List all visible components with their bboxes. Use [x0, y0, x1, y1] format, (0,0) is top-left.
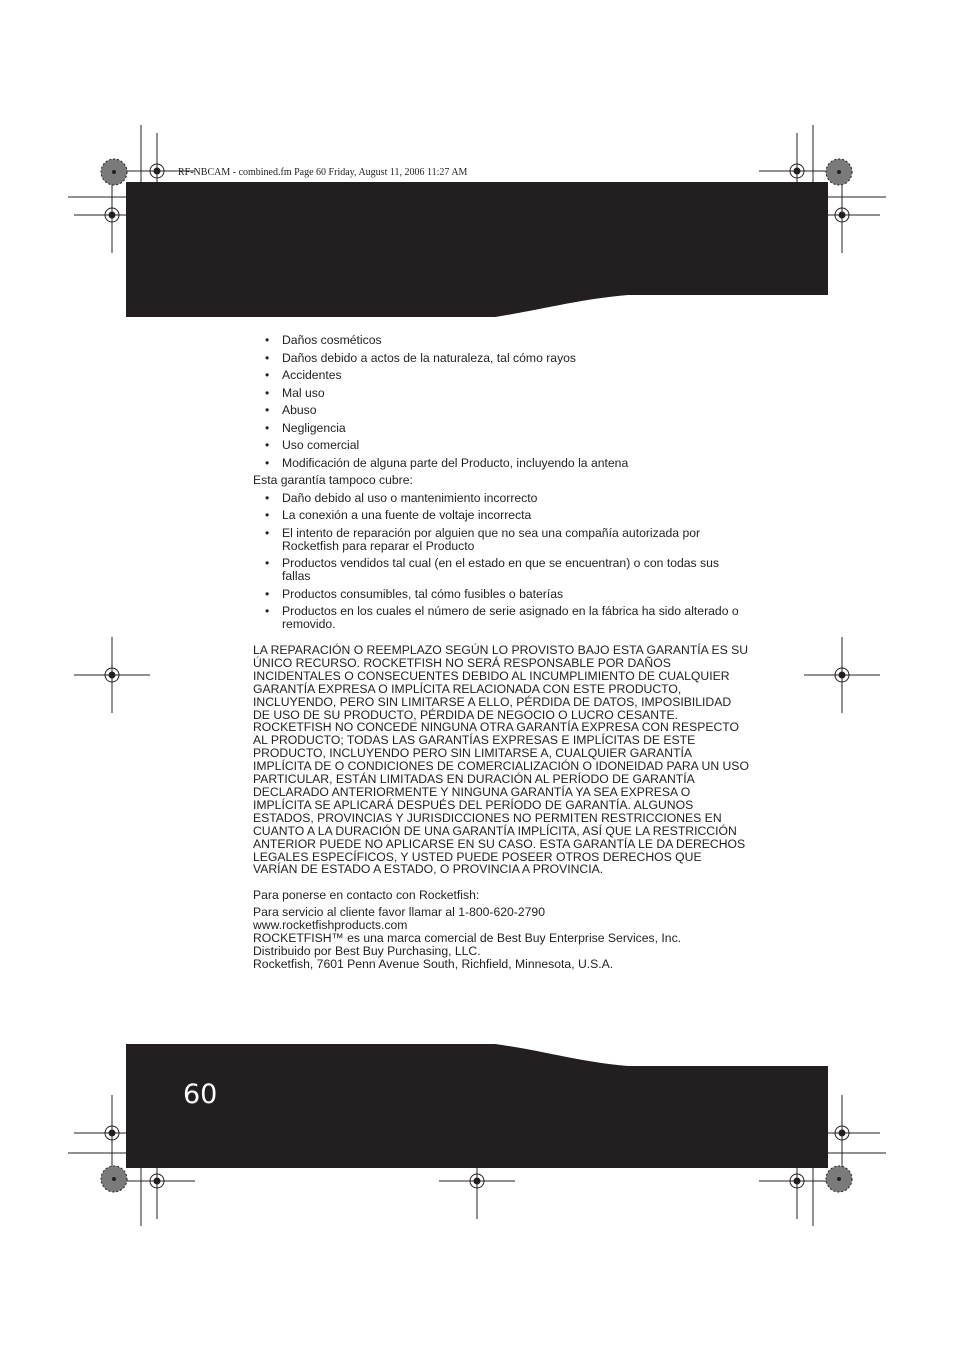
- bullet-list-second: [253, 492, 749, 632]
- list-item: • Productos en los cuales el número de serie asignado en la fábrica ha sido alterado o removido.: [253, 605, 749, 631]
- list-item: • Productos vendidos tal cual (en el estado en que se encuentran) o con todas sus fallas: [253, 557, 749, 583]
- list-item: • Abuso: [253, 404, 749, 417]
- print-slug: RF-NBCAM - combined.fm Page 60 Friday, August 11, 2006 11:27 AM: [178, 167, 468, 178]
- warranty-content: [253, 334, 749, 971]
- list-item: • Mal uso: [253, 387, 749, 400]
- list-item: • La conexión a una fuente de voltaje incorrecta: [253, 509, 749, 522]
- contact-phone: Para servicio al cliente favor llamar al 1-800-620-2790: [253, 905, 545, 920]
- list-item: • El intento de reparación por alguien que no sea una compañía autorizada por Rocketfish para reparar el Producto: [253, 527, 749, 553]
- trademark-notice: ROCKETFISH™ es una marca comercial de Best Buy Enterprise Services, Inc.: [253, 931, 682, 946]
- list-item: • Daños cosméticos: [253, 334, 749, 347]
- company-address: Rocketfish, 7601 Penn Avenue South, Richfield, Minnesota, U.S.A.: [253, 957, 614, 972]
- contact-website: www.rocketfishproducts.com: [253, 918, 408, 933]
- bullet-list-first: [253, 334, 749, 470]
- list-item: • Negligencia: [253, 422, 749, 435]
- distributor-notice: Distribuido por Best Buy Purchasing, LLC.: [253, 944, 481, 959]
- list-item: • Modificación de alguna parte del Producto, incluyendo la antena: [253, 457, 749, 470]
- list-item: • Productos consumibles, tal cómo fusibles o baterías: [253, 588, 749, 601]
- list-item: • Daños debido a actos de la naturaleza, tal cómo rayos: [253, 352, 749, 365]
- legal-disclaimer: LA REPARACIÓN O REEMPLAZO SEGÚN LO PROVISTO BAJO ESTA GARANTÍA ES SU ÚNICO RECURSO. ROCKETFISH NO SERÁ RESPONSABLE POR DAÑOS INCIDENTALES O CONSECUENTES DEBIDO AL INCUMPLIMIENTO DE CUALQUIER GARANTÍA EXPRESA O IMPLÍCITA RELACIONADA CON ESTE PRODUCTO, INCLUYENDO, PERO SIN LIMITARSE A ELLO, PÉRDIDA DE DATOS, IMPOSIBILIDAD DE USO DE SU PRODUCTO, PÉRDIDA DE NEGOCIO O LUCRO CESANTE. ROCKETFISH NO CONCEDE NINGUNA OTRA GARANTÍA EXPRESA CON RESPECTO AL PRODUCTO; TODAS LAS GARANTÍAS EXPRESAS E IMPLÍCITAS DE ESTE PRODUCTO, INCLUYENDO PERO SIN LIMITARSE A, CUALQUIER GARANTÍA IMPLÍCITA DE O CONDICIONES DE COMERCIALIZACIÓN O IDONEIDAD PARA UN USO PARTICULAR, ESTÁN LIMITADAS EN DURACIÓN AL PERÍODO DE GARANTÍA DECLARADO ANTERIORMENTE Y NINGUNA GARANTÍA YA SEA EXPRESA O IMPLÍCITA SE APLICARÁ DESPUÉS DEL PERÍODO DE GARANTÍA. ALGUNOS ESTADOS, PROVINCIAS Y JURISDICCIONES NO PERMITEN RESTRICCIONES EN CUANTO A LA DURACIÓN DE UNA GARANTÍA IMPLÍCITA, ASÍ QUE LA RESTRICCIÓN ANTERIOR PUEDE NO APLICARSE EN SU CASO. ESTA GARANTÍA LE DA DERECHOS LEGALES ESPECÍFICOS, Y USTED PUEDE POSEER OTROS DERECHOS QUE VARÍAN DE ESTADO A ESTADO, O PROVINCIA A PROVINCIA.: [253, 643, 749, 877]
- list-item: • Accidentes: [253, 369, 749, 382]
- page-number: 60: [183, 1079, 218, 1110]
- contact-label: Para ponerse en contacto con Rocketfish:: [253, 888, 480, 903]
- list-item: • Daño debido al uso o mantenimiento incorrecto: [253, 492, 749, 505]
- second-list-intro: Esta garantía tampoco cubre:: [253, 473, 413, 487]
- list-item: • Uso comercial: [253, 439, 749, 452]
